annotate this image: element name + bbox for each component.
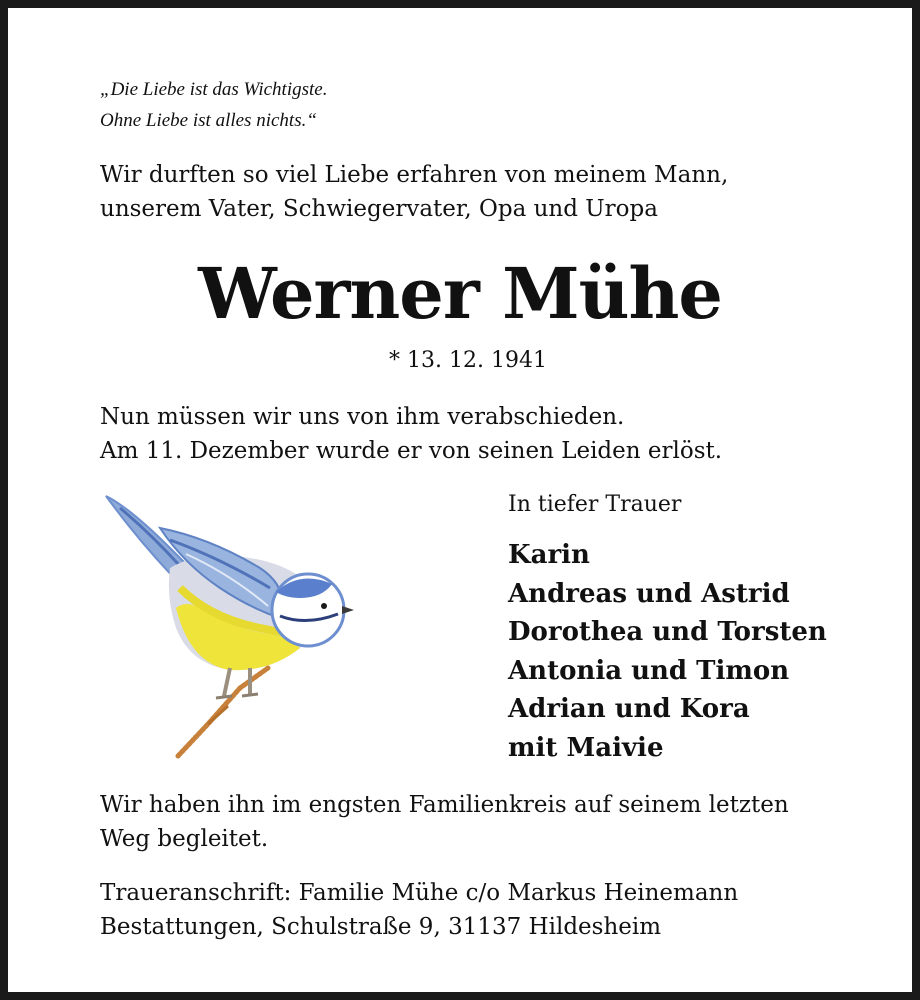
birth-date: * 13. 12. 1941 bbox=[389, 348, 547, 373]
mourner-name: Dorothea und Torsten bbox=[508, 617, 827, 647]
mourner-name: mit Maivie bbox=[508, 732, 664, 763]
mourning-heading: In tiefer Trauer bbox=[508, 492, 682, 517]
quote bbox=[100, 74, 327, 136]
intro-line-2: unserem Vater, Schwiegervater, Opa und Uropa bbox=[100, 196, 658, 222]
mourner-name: Antonia und Timon bbox=[508, 655, 790, 686]
intro-line-1: Wir durften so viel Liebe erfahren von meinem Mann, bbox=[100, 162, 729, 188]
quote-line-2: Ohne Liebe ist alles nichts.“ bbox=[100, 110, 317, 131]
address-line-2: Bestattungen, Schulstraße 9, 31137 Hildesheim bbox=[100, 914, 662, 940]
blue-tit-bird-icon bbox=[100, 488, 360, 763]
quote-line-1: „Die Liebe ist das Wichtigste. bbox=[100, 79, 328, 100]
closing-line-2: Weg begleitet. bbox=[100, 826, 269, 852]
intro-text bbox=[100, 158, 728, 226]
farewell-line-2: Am 11. Dezember wurde er von seinen Leiden erlöst. bbox=[100, 438, 723, 464]
farewell-text bbox=[100, 400, 722, 468]
farewell-line-1: Nun müssen wir uns von ihm verabschieden. bbox=[100, 404, 625, 430]
mourning-address bbox=[100, 876, 738, 944]
closing-line-1: Wir haben ihn im engsten Familienkreis auf seinem letzten bbox=[100, 792, 789, 818]
closing-text bbox=[100, 788, 789, 856]
mourner-name: Adrian und Kora bbox=[508, 694, 750, 724]
address-line-1: Traueranschrift: Familie Mühe c/o Markus Heinemann bbox=[100, 880, 739, 906]
deceased-name: Werner Mühe bbox=[198, 252, 722, 335]
mourner-list bbox=[508, 536, 827, 767]
mourner-name: Karin bbox=[508, 540, 590, 570]
mourner-name: Andreas und Astrid bbox=[508, 578, 790, 609]
